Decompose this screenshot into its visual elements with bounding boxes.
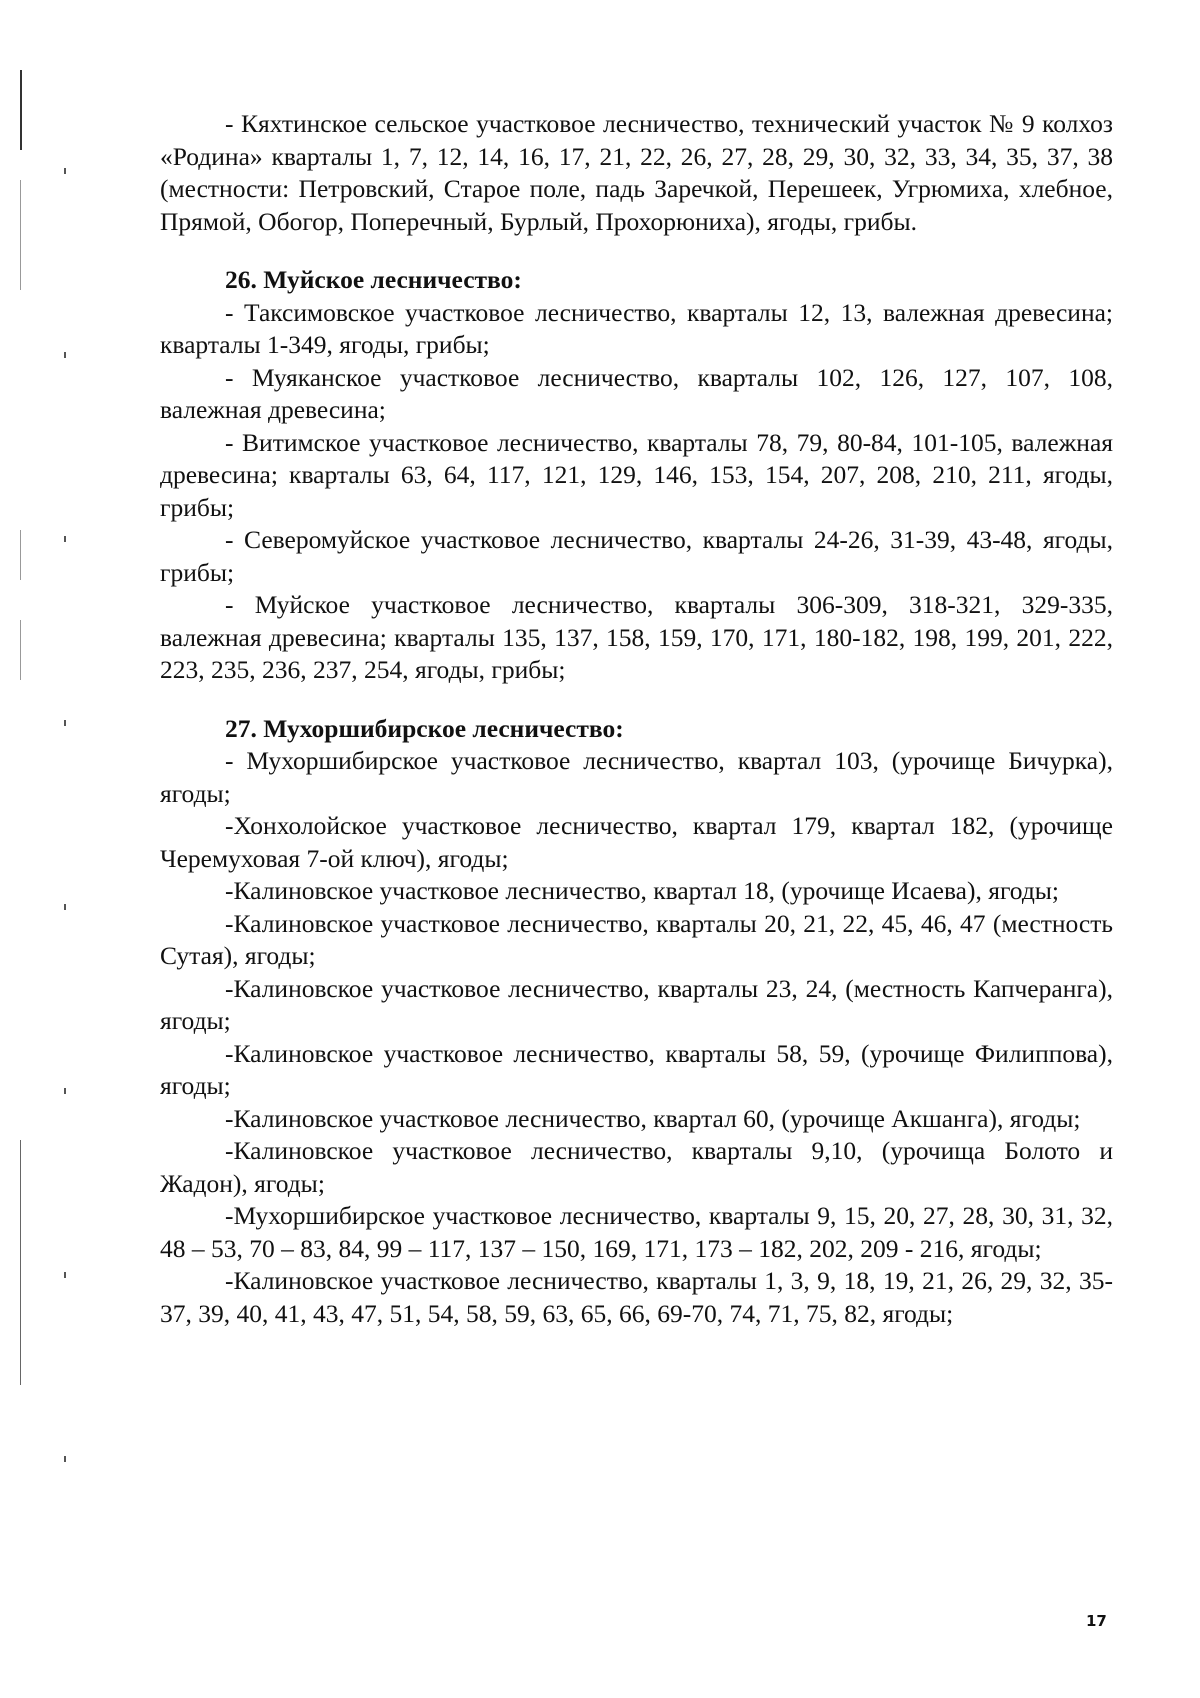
section-spacer <box>160 238 1113 264</box>
scan-speck <box>64 168 66 174</box>
scan-speck <box>64 352 66 358</box>
scan-speck <box>64 536 66 542</box>
list-item: -Калиновское участковое лесничество, кварталы 9,10, (урочища Болото и Жадон), ягоды; <box>160 1136 1113 1198</box>
scan-speck <box>64 1088 66 1094</box>
list-item: -Калиновское участковое лесничество, кварталы 1, 3, 9, 18, 19, 21, 26, 29, 32, 35-37, 39, 40, 41, 43, 47, 51, 54, 58, 59, 63, 65, 66, 69-70, 74, 71, 75, 82, ягоды; <box>160 1266 1113 1328</box>
list-item: -Калиновское участковое лесничество, квартал 18, (урочище Исаева), ягоды; <box>225 876 1060 905</box>
list-item: - Северомуйское участковое лесничество, кварталы 24-26, 31-39, 43-48, ягоды, грибы; <box>160 525 1113 587</box>
list-item: -Хонхолойское участковое лесничество, квартал 179, квартал 182, (урочище Черемуховая 7-ой ключ), ягоды; <box>160 811 1113 873</box>
scan-margin-dash <box>20 180 21 290</box>
scan-speck <box>64 720 66 726</box>
page-number: 17 <box>1086 1612 1107 1630</box>
section-spacer <box>160 687 1113 713</box>
scan-margin-line <box>20 1140 21 1385</box>
section-heading: 26. Муйское лесничество: <box>225 265 522 294</box>
scan-margin-line <box>20 70 22 150</box>
list-item: -Мухоршибирское участковое лесничество, кварталы 9, 15, 20, 27, 28, 30, 31, 32, 48 – 53, 70 – 83, 84, 99 – 117, 137 – 150, 169, 171, 173 – 182, 202, 209 - 216, ягоды; <box>160 1201 1113 1263</box>
list-item: -Калиновское участковое лесничество, кварталы 23, 24, (местность Капчеранга), ягоды; <box>160 973 1113 1035</box>
list-item: - Витимское участковое лесничество, кварталы 78, 79, 80-84, 101-105, валежная древесина; кварталы 63, 64, 117, 121, 129, 146, 153, 154, 207, 208, 210, 211, ягоды, грибы; <box>160 427 1113 522</box>
list-item: - Кяхтинское сельское участковое лесничество, технический участок № 9 колхоз «Родина» кварталы 1, 7, 12, 14, 16, 17, 21, 22, 26, 27, 28, 29, 30, 32, 33, 34, 35, 37, 38 (местности: Петровский, Старое поле, падь Заречкой, Перешеек, Угрюмиха, хлебное, Прямой, Обогор, Поперечный, Бурлый, Прохорюниха), ягоды, грибы. <box>160 109 1113 236</box>
list-item: -Калиновское участковое лесничество, кварталы 58, 59, (урочище Филиппова), ягоды; <box>160 1038 1113 1100</box>
scan-speck <box>64 904 66 910</box>
document-body <box>160 108 1113 1330</box>
list-item: - Муйское участковое лесничество, кварталы 306-309, 318-321, 329-335, валежная древесина; кварталы 135, 137, 158, 159, 170, 171, 180-182, 198, 199, 201, 222, 223, 235, 236, 237, 254, ягоды, грибы; <box>160 590 1113 684</box>
section-heading: 27. Мухоршибирское лесничество: <box>225 713 624 743</box>
list-item: -Калиновское участковое лесничество, кварталы 20, 21, 22, 45, 46, 47 (местность Сутая), ягоды; <box>160 908 1113 970</box>
scan-margin-dash <box>20 620 21 680</box>
scan-speck <box>64 1272 66 1278</box>
scan-speck <box>64 1456 66 1462</box>
list-item: - Мухоршибирское участковое лесничество, квартал 103, (урочище Бичурка), ягоды; <box>160 746 1113 808</box>
list-item: -Калиновское участковое лесничество, квартал 60, (урочище Акшанга), ягоды; <box>225 1103 1081 1133</box>
list-item: - Таксимовское участковое лесничество, кварталы 12, 13, валежная древесина; кварталы 1-349, ягоды, грибы; <box>160 297 1113 359</box>
list-item: - Муяканское участковое лесничество, кварталы 102, 126, 127, 107, 108, валежная древесина; <box>160 362 1113 424</box>
scan-margin-dash <box>20 530 21 580</box>
